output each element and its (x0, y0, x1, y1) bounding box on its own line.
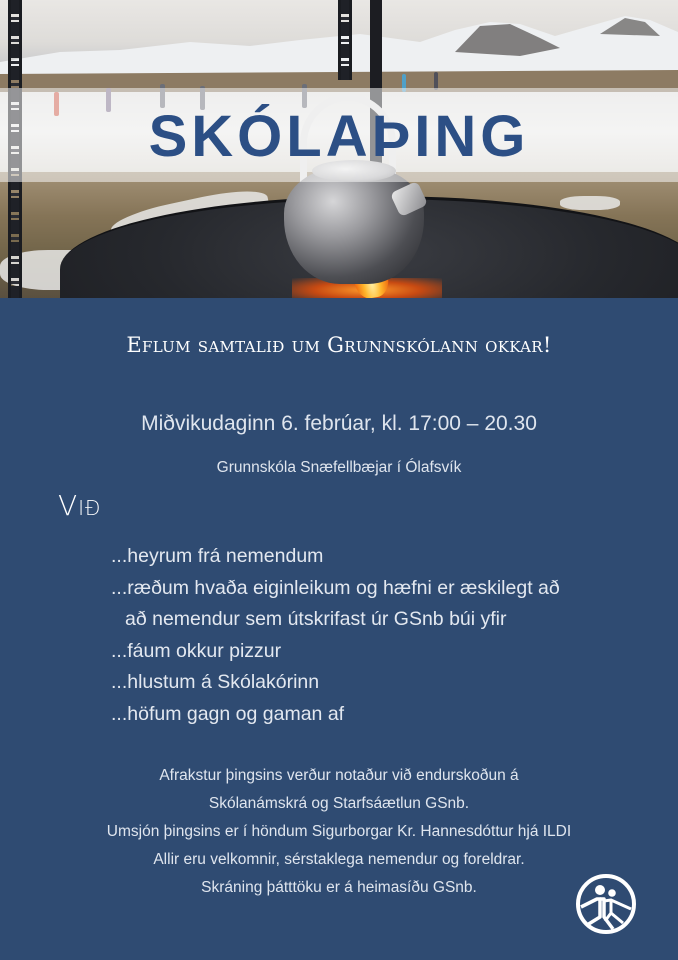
activity-list (111, 541, 560, 730)
footer-line: Skráning þátttöku er á heimasíðu GSnb. (201, 879, 477, 896)
title-band (0, 88, 678, 182)
list-item: ...ræðum hvaða eiginleikum og hæfni er æskilegt að (111, 576, 560, 599)
footer-line: Afrakstur þingsins verður notaður við endurskoðun á (159, 767, 519, 784)
hero-photo (0, 0, 678, 298)
list-item: að nemendur sem útskrifast úr GSnb búi yfir (125, 608, 507, 630)
footer-line: Allir eru velkomnir, sérstaklega nemendur og foreldrar. (153, 851, 525, 868)
event-datetime: Miðvikudaginn 6. febrúar, kl. 17:00 – 20.30 (141, 412, 537, 435)
poster-subtitle: Eflum samtalið um Grunnskólann okkar! (126, 333, 552, 357)
footer-line: Skólanámskrá og Starfsáætlun GSnb. (208, 795, 470, 812)
list-item: ...heyrum frá nemendum (111, 545, 324, 567)
event-location: Grunnskóla Snæfellbæjar í Ólafsvík (216, 459, 462, 476)
poster-title: SKÓLAÞING (148, 103, 530, 169)
list-heading: Við (58, 489, 102, 522)
list-item: ...fáum okkur pizzur (111, 639, 282, 662)
kettle (284, 166, 424, 284)
chain-center (338, 0, 352, 80)
list-item: ...höfum gagn og gaman af (111, 702, 345, 725)
footer-line: Umsjón þingsins er í höndum Sigurborgar Kr. Hannesdóttur hjá ILDI (106, 823, 572, 840)
list-item: ...hlustum á Skólakórinn (111, 671, 320, 693)
school-logo-icon (575, 873, 637, 935)
snow-patch (560, 196, 620, 210)
